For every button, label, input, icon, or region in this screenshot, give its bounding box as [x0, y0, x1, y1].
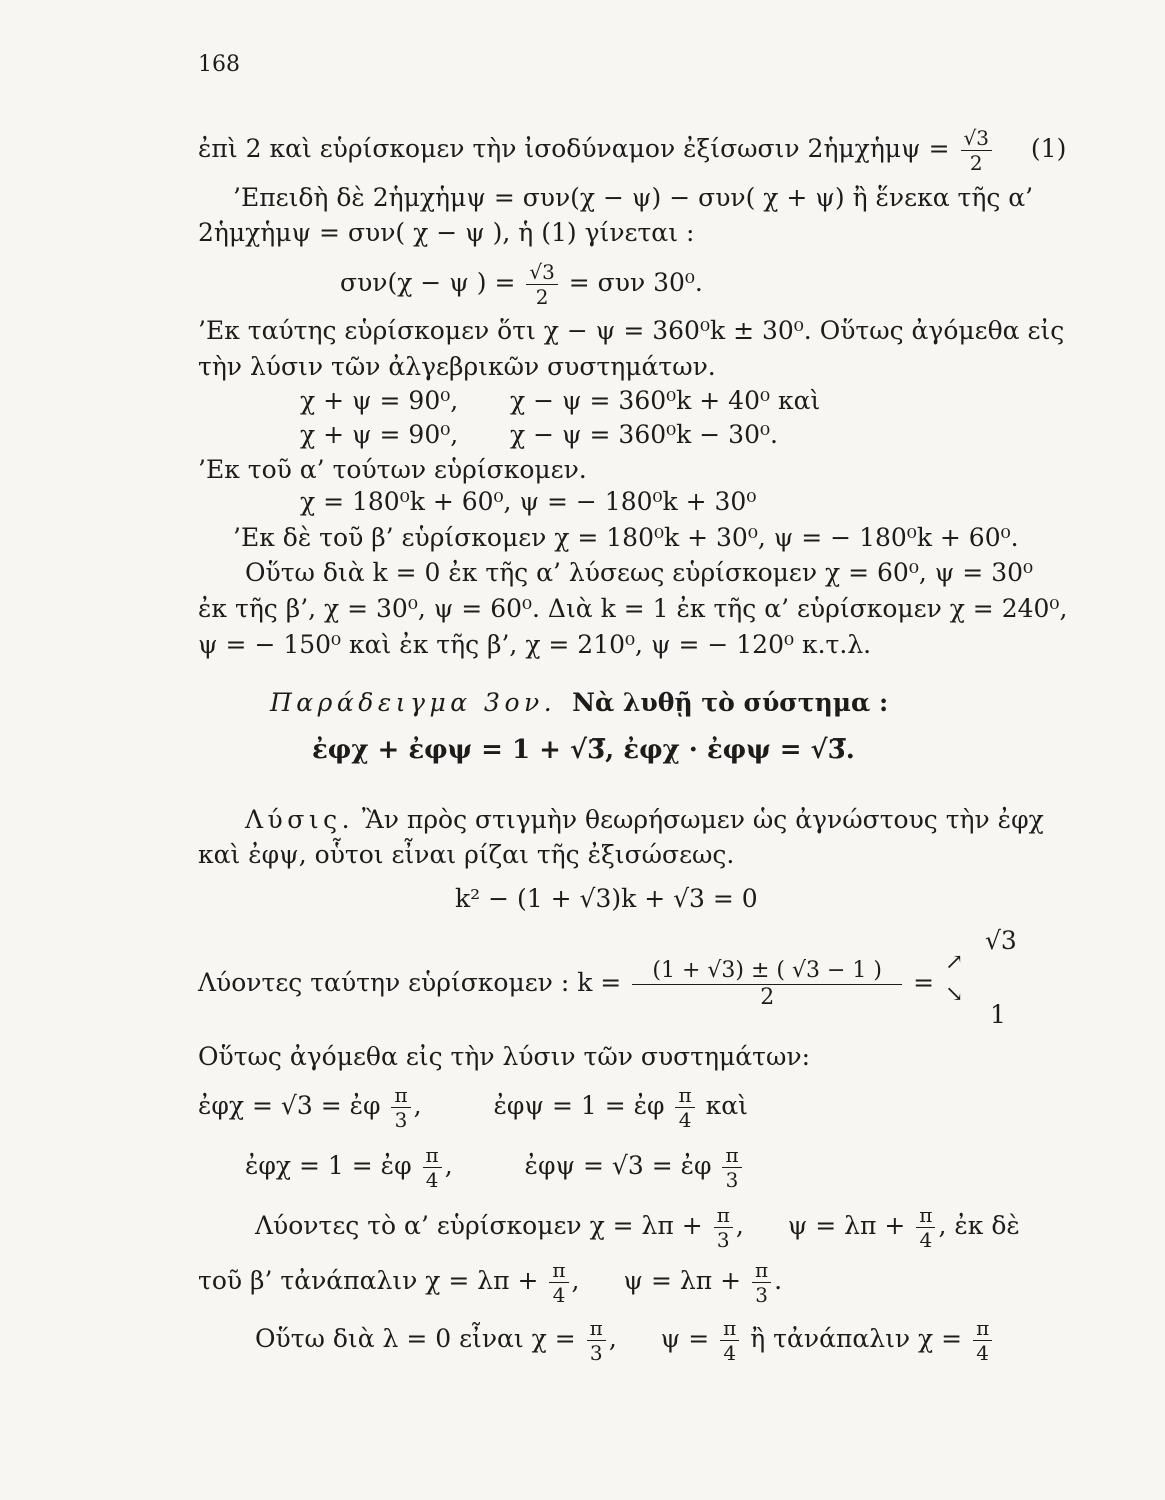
numerator: π	[723, 1316, 737, 1340]
denominator: 3	[587, 1340, 606, 1363]
text: Λύοντες τὸ α’ εὑρίσκομεν χ = λπ +	[255, 1211, 703, 1240]
text: καὶ	[705, 1091, 748, 1120]
lambda-line-2: τοῦ β’ τἀνάπαλιν χ = λπ + $\frac{\pi}{4}$ , ψ = λπ + $\frac{\pi}{3}$ .	[198, 1258, 783, 1307]
numerator: √3	[529, 260, 555, 284]
text-line-14: ψ = − 150⁰ καὶ ἐκ τῆς β’, χ = 210⁰, ψ = − 120⁰ κ.τ.λ.	[198, 630, 872, 659]
fraction	[423, 1145, 442, 1190]
solution-line-1	[245, 805, 1044, 835]
equation-line-7a: χ + ψ = 90⁰,	[300, 386, 459, 415]
text: = συν 30⁰.	[568, 268, 703, 297]
fraction	[722, 1145, 741, 1190]
text-line-9: ’Εκ τοῦ α’ τούτων εὑρίσκομεν.	[198, 455, 587, 484]
fraction	[549, 1260, 568, 1305]
numerator: π	[976, 1316, 990, 1340]
text-line-13: ἐκ τῆς β’, χ = 30⁰, ψ = 60⁰. Διὰ k = 1 ἐκ τῆς α’ εὑρίσκομεν χ = 240⁰,	[198, 594, 1068, 623]
numerator: π	[754, 1258, 769, 1282]
fraction	[961, 128, 992, 173]
denominator: 4	[973, 1340, 992, 1363]
text: Λύοντες ταύτην εὑρίσκομεν : k =	[198, 968, 622, 997]
text: ἐκ δὲ	[954, 1211, 1020, 1240]
arrow-down-right-icon: ↘	[945, 982, 964, 1007]
numerator: π	[716, 1203, 730, 1227]
text-line-6: τὴν λύσιν τῶν ἀλγεβρικῶν συστημάτων.	[198, 352, 716, 381]
text: Οὕτω διὰ λ = 0 εἶναι χ =	[255, 1324, 576, 1353]
denominator: 4	[549, 1282, 568, 1305]
example-title: Παράδειγμα 3ον.	[270, 688, 557, 717]
fraction	[973, 1318, 992, 1363]
text: ψ =	[660, 1324, 710, 1353]
text: τοῦ β’ τἀνάπαλιν χ = λπ +	[198, 1266, 539, 1295]
page-number: 168	[198, 52, 240, 77]
root-value-2: 1	[990, 1000, 1006, 1029]
denominator: 2	[526, 284, 557, 307]
denominator: 4	[423, 1167, 442, 1190]
numerator: π	[552, 1258, 566, 1282]
text-line-12: Οὕτω διὰ k = 0 ἐκ τῆς α’ λύσεως εὑρίσκομεν χ = 60⁰, ψ = 30⁰	[245, 558, 1034, 587]
fraction	[752, 1260, 771, 1305]
text: ἐφχ = √3 = ἐφ	[198, 1091, 381, 1120]
equation-line-10: χ = 180⁰k + 60⁰, ψ = − 180⁰k + 30⁰	[300, 487, 757, 516]
root-value-1: √3	[985, 926, 1017, 955]
roots-line	[198, 960, 934, 1009]
example-task: Νὰ λυθῇ τὸ σύστημα :	[572, 688, 889, 717]
denominator: 4	[675, 1107, 694, 1130]
text: ἢ τἀνάπαλιν χ =	[750, 1324, 963, 1353]
final-line: Οὕτω διὰ λ = 0 εἶναι χ = $\frac{\pi}{3}$ , ψ = $\frac{\pi}{4}$ ἢ τἀνάπαλιν χ = $\frac{\pi}{4}$	[255, 1318, 995, 1363]
text: συν(χ − ψ ) =	[340, 268, 516, 297]
numerator: √3	[963, 126, 989, 150]
system-b-line: ἐφχ = 1 = ἐφ $\frac{\pi}{4}$ , ἐφψ = √3 = ἐφ $\frac{\pi}{3}$	[245, 1145, 745, 1190]
denominator: 4	[916, 1227, 935, 1250]
denominator: 3	[722, 1167, 741, 1190]
equation-line-8b: χ − ψ = 360⁰k − 30⁰.	[510, 420, 778, 449]
denominator: 2	[632, 984, 902, 1009]
text: Ἂν πρὸς στιγμὴν θεωρήσωμεν ὡς ἀγνώστους τὴν ἐφχ	[362, 805, 1044, 834]
fraction	[526, 262, 557, 307]
equation-line-7b: χ − ψ = 360⁰k + 40⁰ καὶ	[510, 386, 821, 415]
text: =	[913, 968, 935, 997]
systems-intro: Οὕτως ἀγόμεθα εἰς τὴν λύσιν τῶν συστημάτων:	[198, 1042, 810, 1071]
numerator: π	[589, 1316, 603, 1340]
fraction	[675, 1085, 694, 1130]
numerator: π	[394, 1083, 408, 1107]
roots-fraction	[632, 960, 902, 1009]
system-equation: ἐφχ + ἐφψ = 1 + √3̅, ἐφχ · ἐφψ = √3̅.	[312, 735, 855, 765]
denominator: 3	[391, 1107, 410, 1130]
solution-label: Λύσις.	[245, 805, 355, 834]
text-line-3: 2ἡμχἡμψ = συν( χ − ψ ), ἡ (1) γίνεται :	[198, 218, 695, 247]
fraction	[714, 1205, 733, 1250]
quadratic-equation: k² − (1 + √3)k + √3 = 0	[455, 884, 758, 913]
text-line-2: ’Επειδὴ δὲ 2ἡμχἡμψ = συν(χ − ψ) − συν( χ + ψ) ἢ ἕνεκα τῆς α’	[233, 183, 1034, 212]
arrow-up-right-icon: ↗	[945, 950, 964, 975]
denominator: 3	[752, 1282, 771, 1305]
denominator: 2	[961, 150, 992, 173]
text-line-5: ’Εκ ταύτης εὑρίσκομεν ὅτι χ − ψ = 360⁰k ± 30⁰. Οὕτως ἀγόμεθα εἰς	[198, 316, 1065, 345]
fraction	[916, 1205, 935, 1250]
equation-number: (1)	[1030, 134, 1067, 163]
numerator: π	[425, 1143, 439, 1167]
text: ἐφψ = √3 = ἐφ	[524, 1151, 712, 1180]
equation-line-1	[198, 128, 1066, 173]
text: ψ = λπ +	[623, 1266, 742, 1295]
equation-line-4	[340, 262, 703, 307]
text: ψ = λπ +	[787, 1211, 906, 1240]
equation-line-8a: χ + ψ = 90⁰,	[300, 420, 459, 449]
text-line-11: ’Εκ δὲ τοῦ β’ εὑρίσκομεν χ = 180⁰k + 30⁰, ψ = − 180⁰k + 60⁰.	[233, 523, 1019, 552]
fraction	[720, 1318, 739, 1363]
lambda-line-1: Λύοντες τὸ α’ εὑρίσκομεν χ = λπ + $\frac{\pi}{3}$ , ψ = λπ + $\frac{\pi}{4}$ , ἐκ δὲ	[255, 1203, 1020, 1252]
numerator: π	[919, 1203, 933, 1227]
solution-line-2: καὶ ἐφψ, οὗτοι εἶναι ρίζαι τῆς ἐξισώσεως.	[198, 840, 735, 869]
numerator: π	[725, 1143, 739, 1167]
text: ἐφχ = 1 = ἐφ	[245, 1151, 412, 1180]
text: ἐφψ = 1 = ἐφ	[493, 1091, 665, 1120]
fraction	[391, 1085, 410, 1130]
numerator: (1 + √3) ± ( √3 − 1 )	[652, 958, 882, 983]
fraction	[587, 1318, 606, 1363]
denominator: 4	[720, 1340, 739, 1363]
numerator: π	[678, 1083, 692, 1107]
example-heading	[270, 688, 888, 718]
system-a-line: ἐφχ = √3 = ἐφ $\frac{\pi}{3}$ , ἐφψ = 1 = ἐφ $\frac{\pi}{4}$ καὶ	[198, 1083, 748, 1132]
denominator: 3	[714, 1227, 733, 1250]
text: ἐπὶ 2 καὶ εὑρίσκομεν τὴν ἰσοδύναμον ἐξίσωσιν 2ἡμχἡμψ =	[198, 134, 950, 163]
